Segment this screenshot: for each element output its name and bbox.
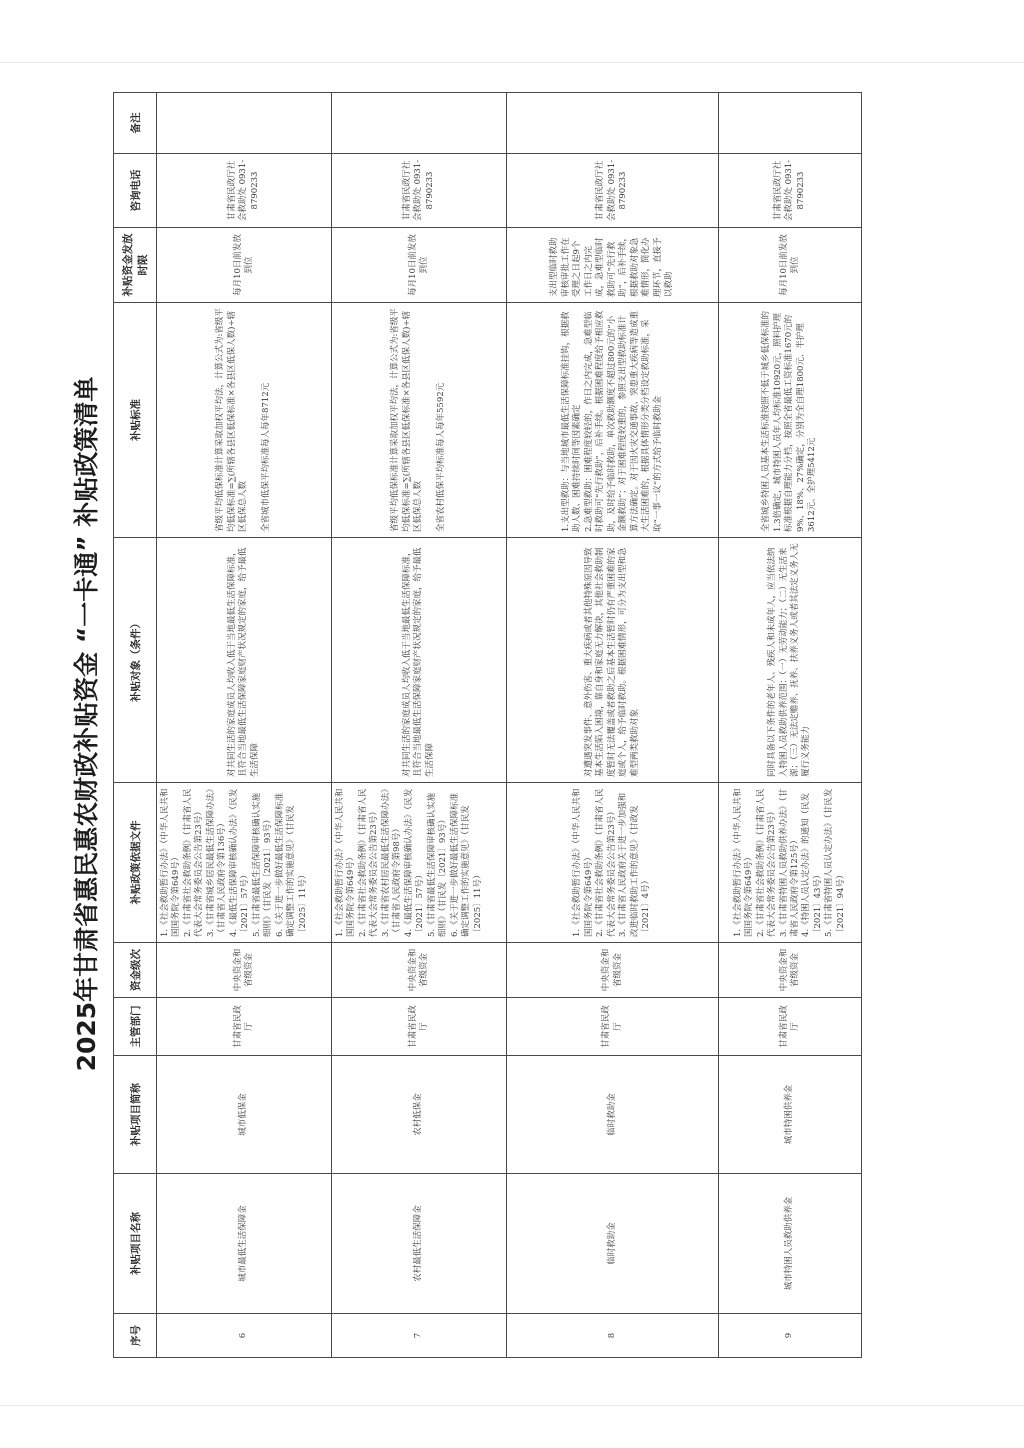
policy-document: 1.《社会救助暂行办法》（中华人民共和国国务院令第649号） bbox=[732, 788, 755, 937]
policy-document: 2.《甘肃省社会救助条例》（甘肃省人民代表大会常务委员会公告第23号） bbox=[182, 788, 205, 937]
subsidy-standard bbox=[507, 303, 719, 538]
policy-documents bbox=[719, 783, 862, 943]
table-row bbox=[157, 93, 332, 1358]
policy-document: 3.《甘肃省人民政府关于进一步加强和改进临时救助工作的意见》（甘政发〔2021〕4号） bbox=[618, 792, 652, 937]
subsidy-standard bbox=[157, 303, 332, 538]
row-number: 6 bbox=[157, 1314, 332, 1358]
remark bbox=[332, 93, 507, 154]
standard-text: 全省城乡特困人员基本生活标准按照不低于城乡低保标准的1.3倍确定，城市特困人员年人均标准10920元，照料护理标准根据自理能力分档，按照全省最低工资标准1670元的9%、18%、27%确定，分别为全自理1800元、半护理3612元、全护理5412元 bbox=[761, 310, 818, 532]
project-short-name: 临时救助金 bbox=[507, 1056, 719, 1174]
contact-phone: 甘肃省民政厅社会救助处 0931-8790233 bbox=[332, 154, 507, 228]
project-name: 城市特困人员救助供养金 bbox=[719, 1174, 862, 1314]
policy-document: 1.《社会救助暂行办法》（中华人民共和国国务院令第649号） bbox=[572, 788, 594, 937]
header-cell: 补贴对象（条件） bbox=[114, 538, 157, 783]
policy-table bbox=[113, 92, 862, 1358]
project-name: 城市最低生活保障金 bbox=[157, 1174, 332, 1314]
subsidy-standard bbox=[719, 303, 862, 538]
scan-edge-bottom bbox=[0, 1405, 1024, 1406]
header-cell: 序号 bbox=[114, 1314, 157, 1358]
standard-spacer bbox=[249, 308, 261, 532]
subsidy-target: 对共同生活的家庭成员人均收入低于当地最低生活保障标准，且符合当地最低生活保障家庭财产状况规定的家庭，给予最低生活保障 bbox=[332, 538, 507, 783]
scan-edge-top bbox=[0, 62, 1024, 63]
project-name: 农村最低生活保障金 bbox=[332, 1174, 507, 1314]
header-cell: 补贴项目名称 bbox=[114, 1174, 157, 1314]
table-row bbox=[719, 93, 862, 1358]
policy-documents bbox=[507, 783, 719, 943]
remark bbox=[719, 93, 862, 154]
standard-text: 1.支出型救助：与当地城市最低生活保障标准挂钩，根据救助人数、困难持续时间等因素确定 bbox=[560, 311, 583, 532]
policy-document: 4.《最低生活保障审核确认办法》（民发〔2021〕57号） bbox=[403, 788, 426, 937]
policy-document: 4.《最低生活保障审核确认办法》（民发〔2021〕57号） bbox=[228, 788, 251, 937]
subsidy-target: 对共同生活的家庭成员人均收入低于当地最低生活保障标准，且符合当地最低生活保障家庭财产状况规定的家庭，给予最低生活保障 bbox=[157, 538, 332, 783]
policy-table-wrapper bbox=[113, 93, 861, 1358]
table-row bbox=[507, 93, 719, 1358]
page-title-text: 2025年甘肃省惠民惠农财政补贴资金 “一卡通” 补贴政策清单 bbox=[72, 376, 101, 1072]
policy-document: 2.《甘肃省社会救助条例》（甘肃省人民代表大会常务委员会公告第23号） bbox=[357, 788, 380, 937]
project-short-name: 城市低保金 bbox=[157, 1056, 332, 1174]
policy-document: 5.《甘肃省特困人员认定办法》（甘民发〔2021〕94号） bbox=[824, 788, 846, 937]
policy-document: 3.《甘肃省城乡居民最低生活保障办法》（甘肃省人民政府令第136号） bbox=[205, 788, 228, 937]
payment-time: 每月10日前发放到位 bbox=[719, 228, 862, 303]
subsidy-standard bbox=[332, 303, 507, 538]
contact-phone: 甘肃省民政厅社会救助处 0931-8790233 bbox=[507, 154, 719, 228]
policy-document: 2.《甘肃省社会救助条例》（甘肃省人民代表大会常务委员会公告第23号） bbox=[595, 788, 617, 937]
contact-phone: 甘肃省民政厅社会救助处 0931-8790233 bbox=[719, 154, 862, 228]
department: 甘肃省民政厅 bbox=[332, 998, 507, 1056]
department: 甘肃省民政厅 bbox=[157, 998, 332, 1056]
standard-spacer bbox=[424, 308, 436, 532]
policy-document: 3.《甘肃省农村居民最低生活保障办法》（甘肃省人民政府令第98号） bbox=[380, 788, 403, 937]
header-cell: 主管部门 bbox=[114, 998, 157, 1056]
header-cell: 资金级次 bbox=[114, 943, 157, 998]
subsidy-target: 对遭遇突发事件、意外伤害、重大疾病或者其他特殊原因导致基本生活陷入困境，靠自身和家庭无力解决，其他社会救助制度暂时无法覆盖或者救助之后基本生活暂时仍有严重困难的家庭或个人，给予临时救助。根据困难情形，可分为支出型和急难型两类救助对象 bbox=[507, 538, 719, 783]
remark bbox=[507, 93, 719, 154]
project-short-name: 农村低保金 bbox=[332, 1056, 507, 1174]
row-number: 9 bbox=[719, 1314, 862, 1358]
policy-document: 4.《特困人员认定办法》的通知（民发〔2021〕43号） bbox=[801, 792, 823, 937]
row-number: 8 bbox=[507, 1314, 719, 1358]
table-row bbox=[332, 93, 507, 1358]
header-cell: 补贴政策依据文件 bbox=[114, 783, 157, 943]
department: 甘肃省民政厅 bbox=[507, 998, 719, 1056]
policy-documents bbox=[332, 783, 507, 943]
row-number: 7 bbox=[332, 1314, 507, 1358]
fund-level: 中央资金和省级资金 bbox=[507, 943, 719, 998]
policy-document: 3.《甘肃省特困人员救助供养办法》（甘肃省人民政府令第125号） bbox=[778, 788, 800, 937]
standard-text: 全省农村低保平均标准每人每年5592元 bbox=[436, 382, 447, 532]
remark bbox=[157, 93, 332, 154]
policy-document: 1.《社会救助暂行办法》（中华人民共和国国务院令第649号） bbox=[160, 788, 182, 937]
header-cell: 补贴资金发放时限 bbox=[114, 228, 157, 303]
policy-document: 5.《甘肃省最低生活保障审核确认实施细则》（甘民发〔2021〕93号） bbox=[251, 792, 274, 937]
standard-text: 全省城市低保平均标准每人每年8712元 bbox=[261, 382, 272, 532]
policy-document: 6.《关于进一步做好最低生活保障标准确定调整工作的实施意见》（甘民发〔2025〕11号） bbox=[274, 792, 308, 937]
policy-documents bbox=[157, 783, 332, 943]
policy-document: 5.《甘肃省最低生活保障审核确认实施细则》（甘民发〔2021〕93号） bbox=[426, 792, 449, 937]
subsidy-target: 同时具备以下条件的老年人、残疾人和未成年人，应当依法纳入特困人员救助供养范围：（一）无劳动能力；（二）无生活来源；（三）无法定赡养、抚养、扶养义务人或者其法定义务人无履行义务能力 bbox=[719, 538, 862, 783]
header-cell: 补贴标准 bbox=[114, 303, 157, 538]
project-short-name: 城市特困供养金 bbox=[719, 1056, 862, 1174]
policy-document: 6.《关于进一步做好最低生活保障标准确定调整工作的实施意见》（甘民发〔2025〕11号） bbox=[449, 792, 483, 937]
policy-document: 1.《社会救助暂行办法》（中华人民共和国国务院令第649号） bbox=[335, 788, 357, 937]
header-cell: 咨询电话 bbox=[114, 154, 157, 228]
header-cell: 备注 bbox=[114, 93, 157, 154]
standard-text: 省级平均低保标准计算采取加权平均法，计算公式为:省级平均低保标准=∑(所辖各县区低保标准×各县区低保人数)÷辖区低保总人数 bbox=[390, 308, 423, 532]
policy-document: 2.《甘肃省社会救助条例》（甘肃省人民代表大会常务委员会公告第23号） bbox=[755, 788, 778, 937]
header-cell: 补贴项目简称 bbox=[114, 1056, 157, 1174]
fund-level: 中央资金和省级资金 bbox=[719, 943, 862, 998]
standard-text: 2.急难型救助：困难程度较轻的，作日之内完成，急难型临时救助可“先行救助”，后补手续。根据困难程度给予相应救助，及时给予临时救助，单次救助额度不超过800元的“小金额救助”；对于困难程度较重的，参照支出型救助标准计算方法确定。对于因火灾交通事故、突患重大疾病等造成重大生活困难的，根据具体情形分类分档设定救助标准，采取“一事一议”的方式给予临时救助金 bbox=[583, 310, 663, 532]
standard-text: 省级平均低保标准计算采取加权平均法，计算公式为:省级平均低保标准=∑(所辖各县区低保标准×各县区低保人数)÷辖区低保总人数 bbox=[215, 308, 248, 532]
header-row bbox=[114, 93, 157, 1358]
payment-time: 每月10日前发放到位 bbox=[332, 228, 507, 303]
project-name: 临时救助金 bbox=[507, 1174, 719, 1314]
department: 甘肃省民政厅 bbox=[719, 998, 862, 1056]
fund-level: 中央资金和省级资金 bbox=[157, 943, 332, 998]
contact-phone: 甘肃省民政厅社会救助处 0931-8790233 bbox=[157, 154, 332, 228]
fund-level: 中央资金和省级资金 bbox=[332, 943, 507, 998]
payment-time: 每月10日前发放到位 bbox=[157, 228, 332, 303]
payment-time: 支出型临时救助审核审批工作在受理之日起9个工作日之内完成，急难型临时救助可“先行救助”，后补手续，根据救助对象急难情形，简化办理环节，直接予以救助 bbox=[507, 228, 719, 303]
